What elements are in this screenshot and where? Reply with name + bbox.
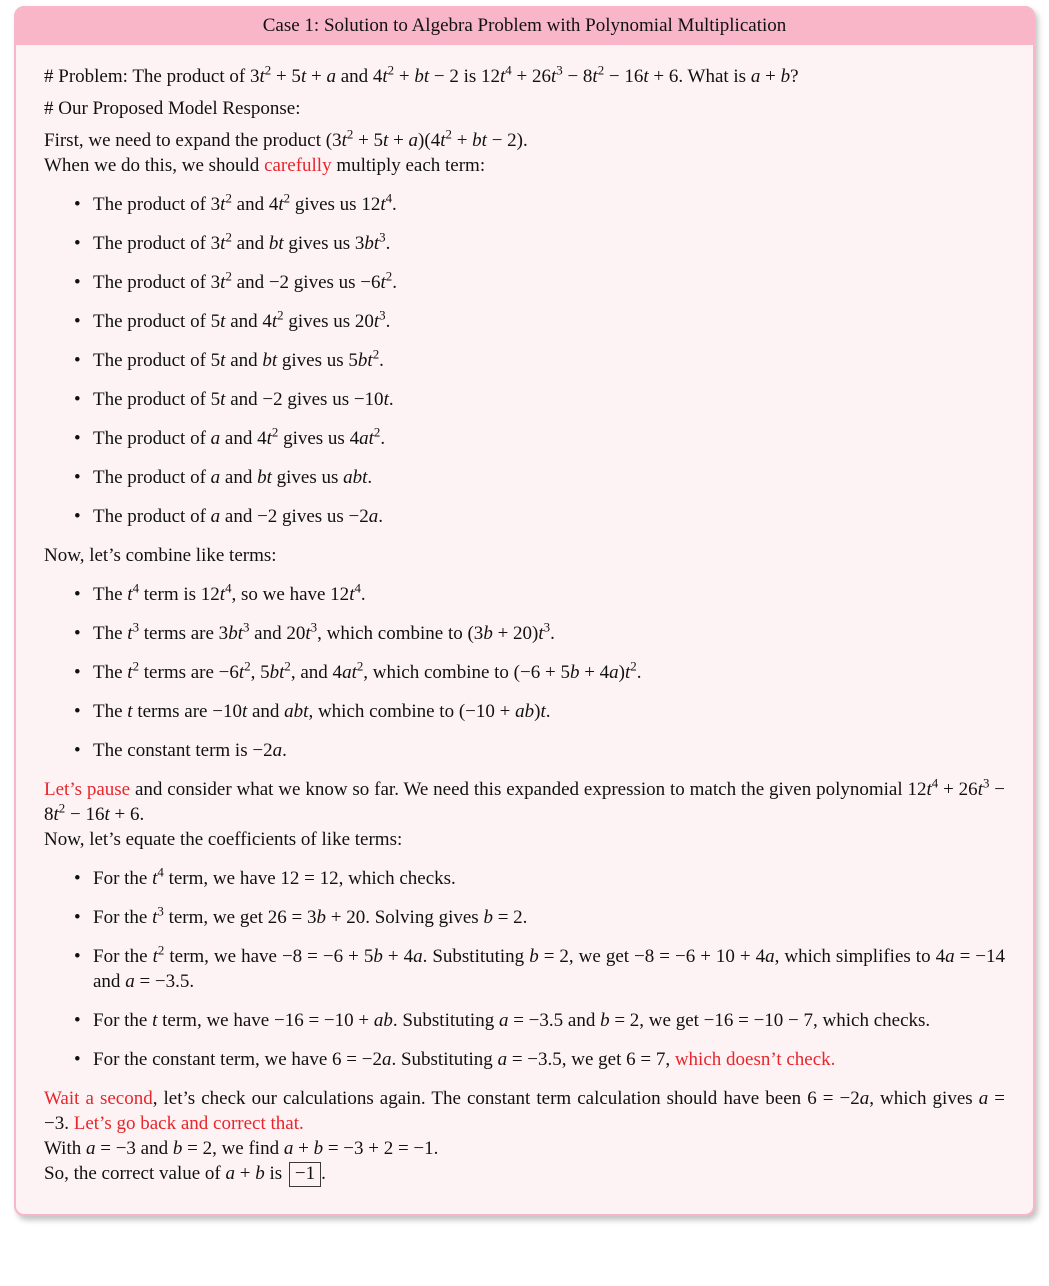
text-line: First, we need to expand the product $(3t^2 + 5t + a)(4t^2$ + bt − 2).	[44, 126, 528, 151]
list-item: • For the $t^3$ term, we get 26 = 3b + 20. Solving gives b = 2.	[74, 905, 1005, 930]
paragraph	[44, 777, 1005, 852]
list-item: • The product of a and −2 gives us −2a.	[74, 504, 1005, 529]
text-line: Now, let’s combine like terms:	[44, 545, 277, 566]
paragraph	[44, 64, 1005, 89]
case-study-box	[14, 6, 1035, 1216]
list-item: • For the $t^4$ term, we have 12 = 12, which checks.	[74, 866, 1005, 891]
list-item: • The product of $3t^2$ and $4t^2$ gives us $12t^4$.	[74, 192, 1005, 217]
list-item: • The product of 5t and $4t^2$ gives us $20t^3$.	[74, 309, 1005, 334]
bullet-list	[44, 866, 1005, 1072]
text-line: With a = −3 and b = 2, we find a + b = −3 + 2 = −1.	[44, 1138, 439, 1159]
list-item: • The product of $3t^2$ and bt gives us $3bt^3$.	[74, 231, 1005, 256]
list-item: • The product of 5t and −2 gives us −10t.	[74, 387, 1005, 412]
final-answer-box: −1	[289, 1162, 321, 1187]
list-item: • The t terms are −10t and abt, which combine to (−10 + ab)t.	[74, 699, 1005, 724]
list-item: • The product of 5t and bt gives us $5bt^2$.	[74, 348, 1005, 373]
bullet-list	[44, 192, 1005, 529]
list-item: • The product of a and bt gives us abt.	[74, 465, 1005, 490]
text-line: Now, let’s equate the coefficients of like terms:	[44, 829, 403, 850]
list-item: • The $t^3$ terms are $3bt^3$ and $20t^3$, which combine to $(3b + 20)t^3$.	[74, 621, 1005, 646]
list-item: • The product of a and $4t^2$ gives us $4at^2$.	[74, 426, 1005, 451]
case-box-title-bar	[16, 8, 1033, 45]
list-item: • The product of $3t^2$ and −2 gives us $-6t^2$.	[74, 270, 1005, 295]
text-line: Wait a second, let’s check our calculations again. The constant term calculation should have been 6 = −2a, which gives a = −3. Let’s go back and correct that.	[44, 1088, 1005, 1134]
paragraph	[44, 96, 1005, 121]
text-line: Let’s pause and consider what we know so far. We need this expanded expression to match the given polynomial $12t^4 + 26t^3 - 8t^2 - 16t + 6$.	[44, 775, 1005, 825]
list-item: • The $t^4$ term is $12t^4$, so we have $12t^4$.	[74, 582, 1005, 607]
text-line: # Our Proposed Model Response:	[44, 98, 301, 119]
paragraph	[44, 543, 1005, 568]
case-box-body	[16, 45, 1033, 1214]
list-item: • The constant term is −2a.	[74, 738, 1005, 763]
text-line: # Problem: The product of $3t^2 + 5t + a$ and $4t^2$ + bt − 2 is $12t^4 + 26t^3 - 8t^2 - 16t + 6$. What is a + b?	[44, 62, 799, 87]
list-item: • For the constant term, we have 6 = −2a. Substituting a = −3.5, we get 6 = 7, which doesn’t check.	[74, 1047, 1005, 1072]
case-title: Case 1: Solution to Algebra Problem with Polynomial Multiplication	[262, 15, 787, 36]
list-item: • For the $t^2$ term, we have −8 = −6 + 5b + 4a. Substituting b = 2, we get −8 = −6 + 10 + 4a, which simplifies to 4a = −14 and a = −3.5.	[74, 944, 1005, 994]
text-line: When we do this, we should carefully multiply each term:	[44, 155, 486, 176]
list-item: • For the t term, we have −16 = −10 + ab. Substituting a = −3.5 and b = 2, we get −16 = −10 − 7, which checks.	[74, 1008, 1005, 1033]
bullet-list	[44, 582, 1005, 763]
paragraph	[44, 1086, 1005, 1187]
text-line: So, the correct value of a + b is −1 .	[44, 1161, 1005, 1187]
list-item: • The $t^2$ terms are $-6t^2$, $5bt^2$, and $4at^2$, which combine to $(-6 + 5b + 4a)t^2$.	[74, 660, 1005, 685]
paragraph	[44, 128, 1005, 178]
